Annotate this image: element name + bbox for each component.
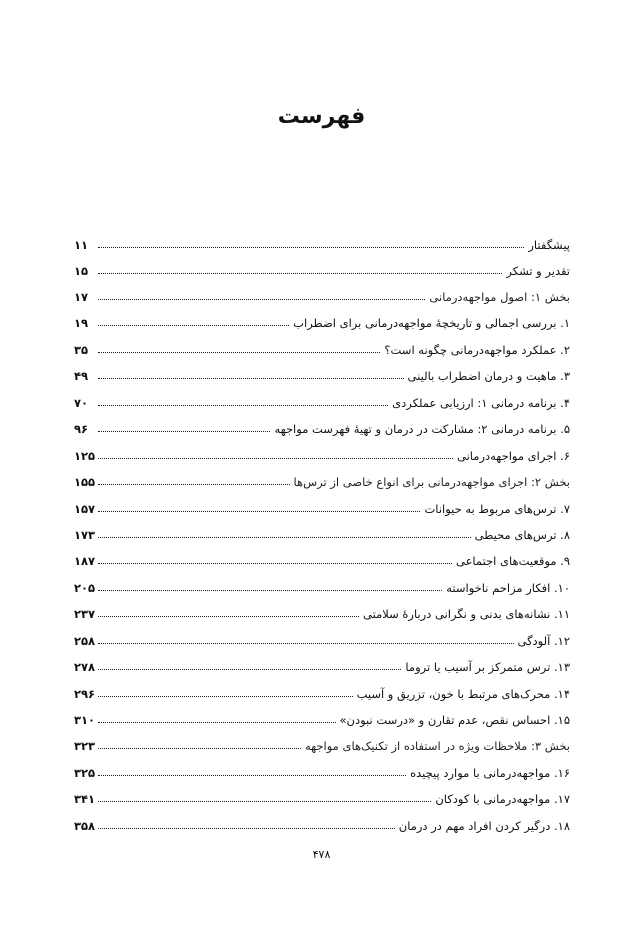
toc-part[interactable] [74,733,570,753]
dot-leader [98,695,353,697]
toc-entry-page: ۱۸۷ [74,554,96,568]
dot-leader [98,747,301,749]
toc-entry[interactable] [74,337,570,357]
toc-entry-page: ۱۱ [74,238,89,252]
dot-leader [98,589,442,591]
toc-entry-page: ۲۰۵ [74,581,96,595]
dot-leader [98,668,401,670]
toc-entry[interactable] [74,707,570,727]
toc-entry[interactable] [74,760,570,780]
toc-entry[interactable] [74,232,570,252]
page-number: ۴۷۸ [312,848,331,861]
toc-entry[interactable] [74,363,570,383]
toc-part-label: بخش ۱: اصول مواجهه‌درمانی [429,290,570,304]
toc-entry-page: ۲۵۸ [74,634,96,648]
dot-leader [98,827,395,829]
toc-entry-label: ۴. برنامه درمانی ۱: ارزیابی عملکردی [392,396,570,410]
dot-leader [98,510,420,512]
toc-entry-page: ۲۳۷ [74,607,96,621]
toc-entry[interactable] [74,786,570,806]
toc-entry-label: ۱۴. محرک‌های مرتبط با خون، تزریق و آسیب [356,687,570,701]
toc-entry-page: ۱۲۵ [74,449,96,463]
toc-entry-page: ۷۰ [74,396,89,410]
dot-leader [98,404,388,406]
toc-entry[interactable] [74,258,570,278]
toc-entry-label: ۱. بررسی اجمالی و تاریخچهٔ مواجهه‌درمانی برای اضطراب [293,316,570,330]
dot-leader [98,324,289,326]
toc-entry-label: ۱۷. مواجهه‌درمانی با کودکان [435,792,570,806]
toc-entry[interactable] [74,310,570,330]
toc-entry-label: ۷. ترس‌های مربوط به حیوانات [424,502,570,516]
dot-leader [98,272,502,274]
toc-entry-label: ۱۶. مواجهه‌درمانی با موارد پیچیده [410,766,570,780]
toc-entry-page: ۱۹ [74,316,89,330]
dot-leader [98,721,336,723]
toc-entry[interactable] [74,575,570,595]
toc-entry-label: ۲. عملکرد مواجهه‌درمانی چگونه است؟ [384,343,570,357]
toc-entry-page: ۳۱۰ [74,713,96,727]
toc-entry-page: ۳۵ [74,343,89,357]
toc-entry[interactable] [74,628,570,648]
toc-entry[interactable] [74,681,570,701]
dot-leader [98,774,406,776]
toc-entry-page: ۳۲۳ [74,739,96,753]
toc-entry[interactable] [74,813,570,833]
dot-leader [98,246,524,248]
page-title: فهرست [277,104,366,129]
toc-entry-page: ۳۵۸ [74,819,96,833]
toc-part[interactable] [74,469,570,489]
toc-entry[interactable] [74,522,570,542]
toc-part-label: بخش ۳: ملاحظات ویژه در استفاده از تکنیک‌های مواجهه [304,739,570,753]
toc-entry-label: ۳. ماهیت و درمان اضطراب بالینی [407,369,570,383]
toc-entry-page: ۱۵۷ [74,502,96,516]
toc-entry-page: ۳۲۵ [74,766,96,780]
toc-entry-label: ۱۸. درگیر کردن افراد مهم در درمان [398,819,570,833]
toc-entry[interactable] [74,416,570,436]
toc-entry-page: ۱۵۵ [74,475,96,489]
toc-entry-label: ۱۳. ترس متمرکز بر آسیب یا تروما [405,660,570,674]
toc-entry[interactable] [74,443,570,463]
toc-entry-page: ۲۷۸ [74,660,96,674]
toc-entry-page: ۱۷۳ [74,528,96,542]
dot-leader [98,800,431,802]
toc-entry[interactable] [74,390,570,410]
toc-entry-label: ۱۲. آلودگی [517,634,570,648]
toc-entry[interactable] [74,496,570,516]
dot-leader [98,615,359,617]
toc-entry-label: ۱۰. افکار مزاحم ناخواسته [446,581,570,595]
toc-entry[interactable] [74,601,570,621]
toc-entry-page: ۱۷ [74,290,89,304]
toc-entry[interactable] [74,654,570,674]
toc-entry-label: ۵. برنامه درمانی ۲: مشارکت در درمان و تهیهٔ فهرست مواجهه [274,422,570,436]
dot-leader [98,298,425,300]
dot-leader [98,642,514,644]
toc-entry-label: ۹. موقعیت‌های اجتماعی [455,554,570,568]
dot-leader [98,562,452,564]
toc-entry[interactable] [74,548,570,568]
toc-entry-label: پیشگفتار [528,238,570,252]
dot-leader [98,483,290,485]
toc-entry-page: ۲۹۶ [74,687,96,701]
toc-entry-label: ۸. ترس‌های محیطی [474,528,570,542]
toc-entry-label: ۱۵. احساس نقص، عدم تقارن و «درست نبودن» [339,713,570,727]
toc-entry-page: ۹۶ [74,422,89,436]
dot-leader [98,536,471,538]
toc-entry-label: ۶. اجرای مواجهه‌درمانی [457,449,570,463]
dot-leader [98,377,404,379]
toc-entry-label: تقدیر و تشکر [506,264,570,278]
dot-leader [98,351,380,353]
dot-leader [98,430,270,432]
toc-entry-page: ۱۵ [74,264,89,278]
toc-entry-page: ۳۴۱ [74,792,96,806]
toc-part[interactable] [74,284,570,304]
toc-entry-label: ۱۱. نشانه‌های بدنی و نگرانی دربارهٔ سلامتی [363,607,570,621]
toc-entry-page: ۴۹ [74,369,89,383]
dot-leader [98,457,453,459]
toc-part-label: بخش ۲: اجرای مواجهه‌درمانی برای انواع خاصی از ترس‌ها [293,475,570,489]
